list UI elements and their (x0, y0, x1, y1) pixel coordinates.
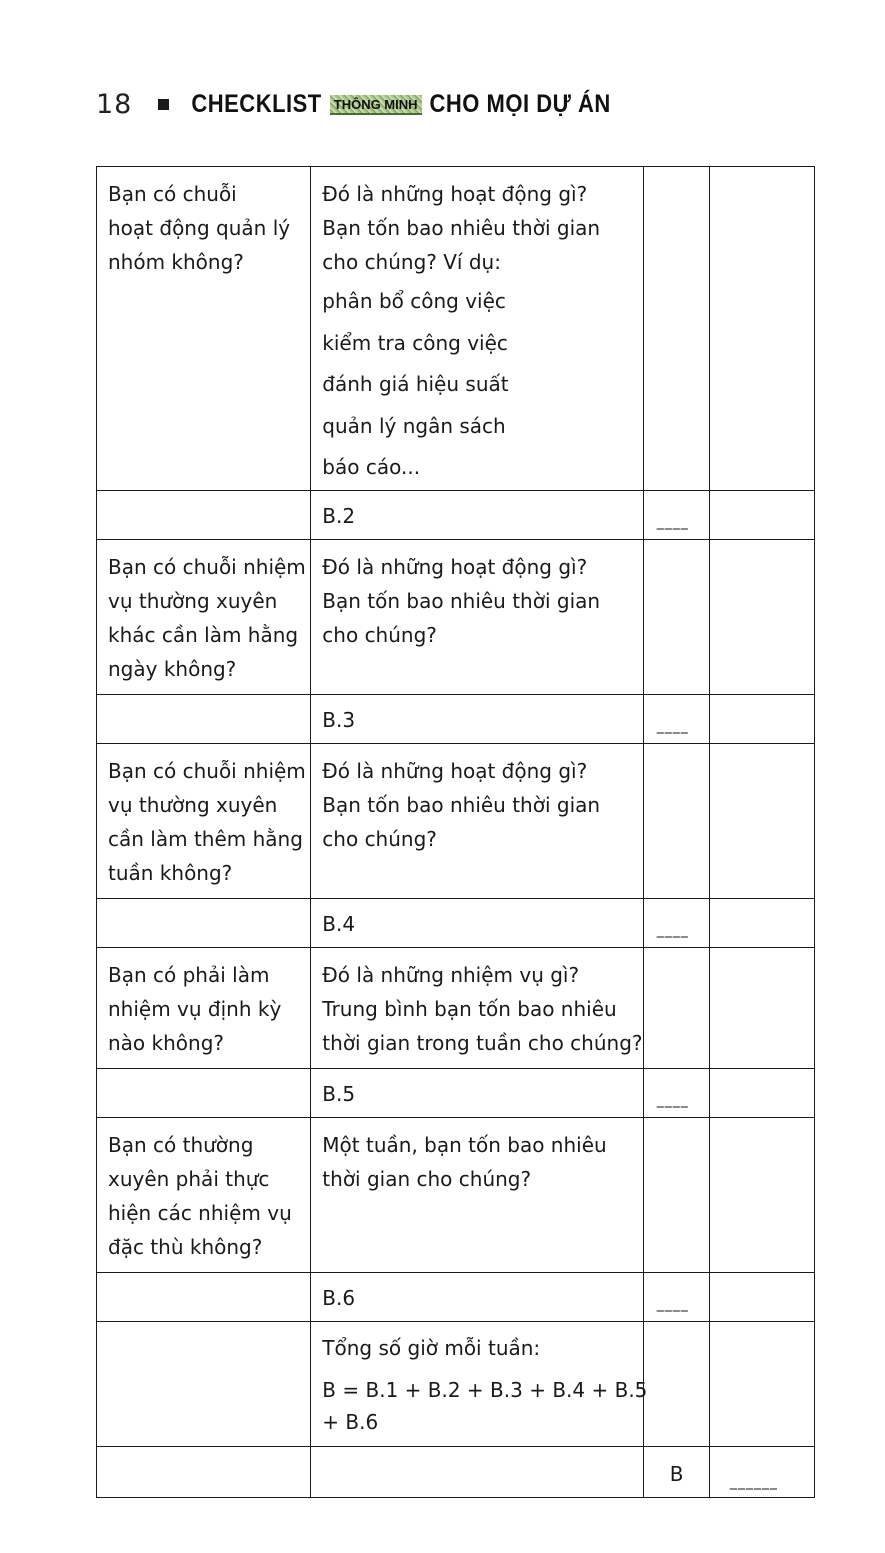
code-row (97, 1069, 815, 1118)
detail-cell: Đó là những hoạt động gì? Bạn tốn bao nhiêu thời gian cho chúng? (311, 744, 643, 899)
empty-cell (97, 491, 311, 540)
total-label: Tổng số giờ mỗi tuần: (322, 1336, 541, 1360)
empty-cell (97, 1322, 311, 1447)
answer-blank[interactable]: ____ (643, 899, 709, 948)
list-item: đánh giá hiệu suất (322, 372, 509, 396)
question-cell: Bạn có phải làm nhiệm vụ định kỳ nào không? (97, 948, 311, 1069)
total-cell (311, 1322, 648, 1447)
table-row (97, 167, 815, 491)
empty-cell (709, 899, 814, 948)
answer-blank[interactable]: ____ (643, 1273, 709, 1322)
empty-cell (97, 899, 311, 948)
code-cell: B.2 (311, 491, 643, 540)
empty-cell (311, 1447, 643, 1498)
empty-cell (643, 540, 709, 695)
code-row (97, 1273, 815, 1322)
square-bullet-icon (158, 99, 169, 110)
question-cell: Bạn có chuỗi nhiệm vụ thường xuyên cần làm thêm hằng tuần không? (97, 744, 311, 899)
header-title-highlight: THÔNG MINH (330, 95, 422, 115)
list-item: phân bổ công việc (322, 289, 506, 313)
empty-cell (709, 1069, 814, 1118)
empty-cell (709, 1118, 814, 1273)
table-row (97, 540, 815, 695)
empty-cell (709, 1322, 814, 1447)
table-row (97, 1118, 815, 1273)
total-formula-line1: B = B.1 + B.2 + B.3 + B.4 + B.5 (322, 1378, 648, 1402)
code-cell: B.6 (311, 1273, 643, 1322)
empty-cell (709, 695, 814, 744)
list-item: quản lý ngân sách (322, 413, 506, 438)
result-blank[interactable]: ______ (709, 1447, 814, 1498)
empty-cell (643, 948, 709, 1069)
answer-blank[interactable]: ____ (643, 491, 709, 540)
page-number: 18 (96, 88, 133, 120)
empty-cell (709, 491, 814, 540)
code-cell: B.3 (311, 695, 643, 744)
list-item: báo cáo... (322, 455, 421, 479)
answer-blank[interactable]: ____ (643, 1069, 709, 1118)
empty-cell (643, 167, 709, 491)
total-formula-line2: + B.6 (322, 1410, 379, 1434)
empty-cell (97, 1069, 311, 1118)
code-cell: B.5 (311, 1069, 643, 1118)
detail-cell: Một tuần, bạn tốn bao nhiêu thời gian cho chúng? (311, 1118, 643, 1273)
empty-cell (709, 948, 814, 1069)
answer-blank[interactable]: ____ (643, 695, 709, 744)
empty-cell (709, 167, 814, 491)
empty-cell (643, 1322, 709, 1447)
list-item: kiểm tra công việc (322, 330, 508, 355)
result-row (97, 1447, 815, 1498)
empty-cell (97, 695, 311, 744)
empty-cell (709, 744, 814, 899)
code-row (97, 491, 815, 540)
empty-cell (97, 1273, 311, 1322)
table-row (97, 948, 815, 1069)
question-cell: Bạn có chuỗi nhiệm vụ thường xuyên khác cần làm hằng ngày không? (97, 540, 311, 695)
empty-cell (643, 744, 709, 899)
header-title-part2: CHO MỌI DỰ ÁN (429, 89, 611, 118)
checklist-table (96, 166, 815, 1498)
question-cell: Bạn có thường xuyên phải thực hiện các nhiệm vụ đặc thù không? (97, 1118, 311, 1273)
empty-cell (97, 1447, 311, 1498)
table-row (97, 744, 815, 899)
detail-cell: Đó là những nhiệm vụ gì? Trung bình bạn tốn bao nhiêu thời gian trong tuần cho chúng? (311, 948, 643, 1069)
page-header (96, 86, 611, 122)
question-cell: Bạn có chuỗi hoạt động quản lý nhóm không? (97, 167, 311, 491)
empty-cell (709, 540, 814, 695)
header-title-part1: CHECKLIST (191, 89, 322, 118)
total-row (97, 1322, 815, 1447)
code-row (97, 899, 815, 948)
code-row (97, 695, 815, 744)
code-cell: B.4 (311, 899, 643, 948)
result-label-cell: B (643, 1447, 709, 1498)
empty-cell (709, 1273, 814, 1322)
detail-cell: Đó là những hoạt động gì? Bạn tốn bao nhiêu thời gian cho chúng? Ví dụ: phân bổ công việc kiểm tra công việc đánh giá hiệu suất quản lý ngân sách báo cáo... (311, 167, 643, 491)
empty-cell (643, 1118, 709, 1273)
detail-cell: Đó là những hoạt động gì? Bạn tốn bao nhiêu thời gian cho chúng? (311, 540, 643, 695)
